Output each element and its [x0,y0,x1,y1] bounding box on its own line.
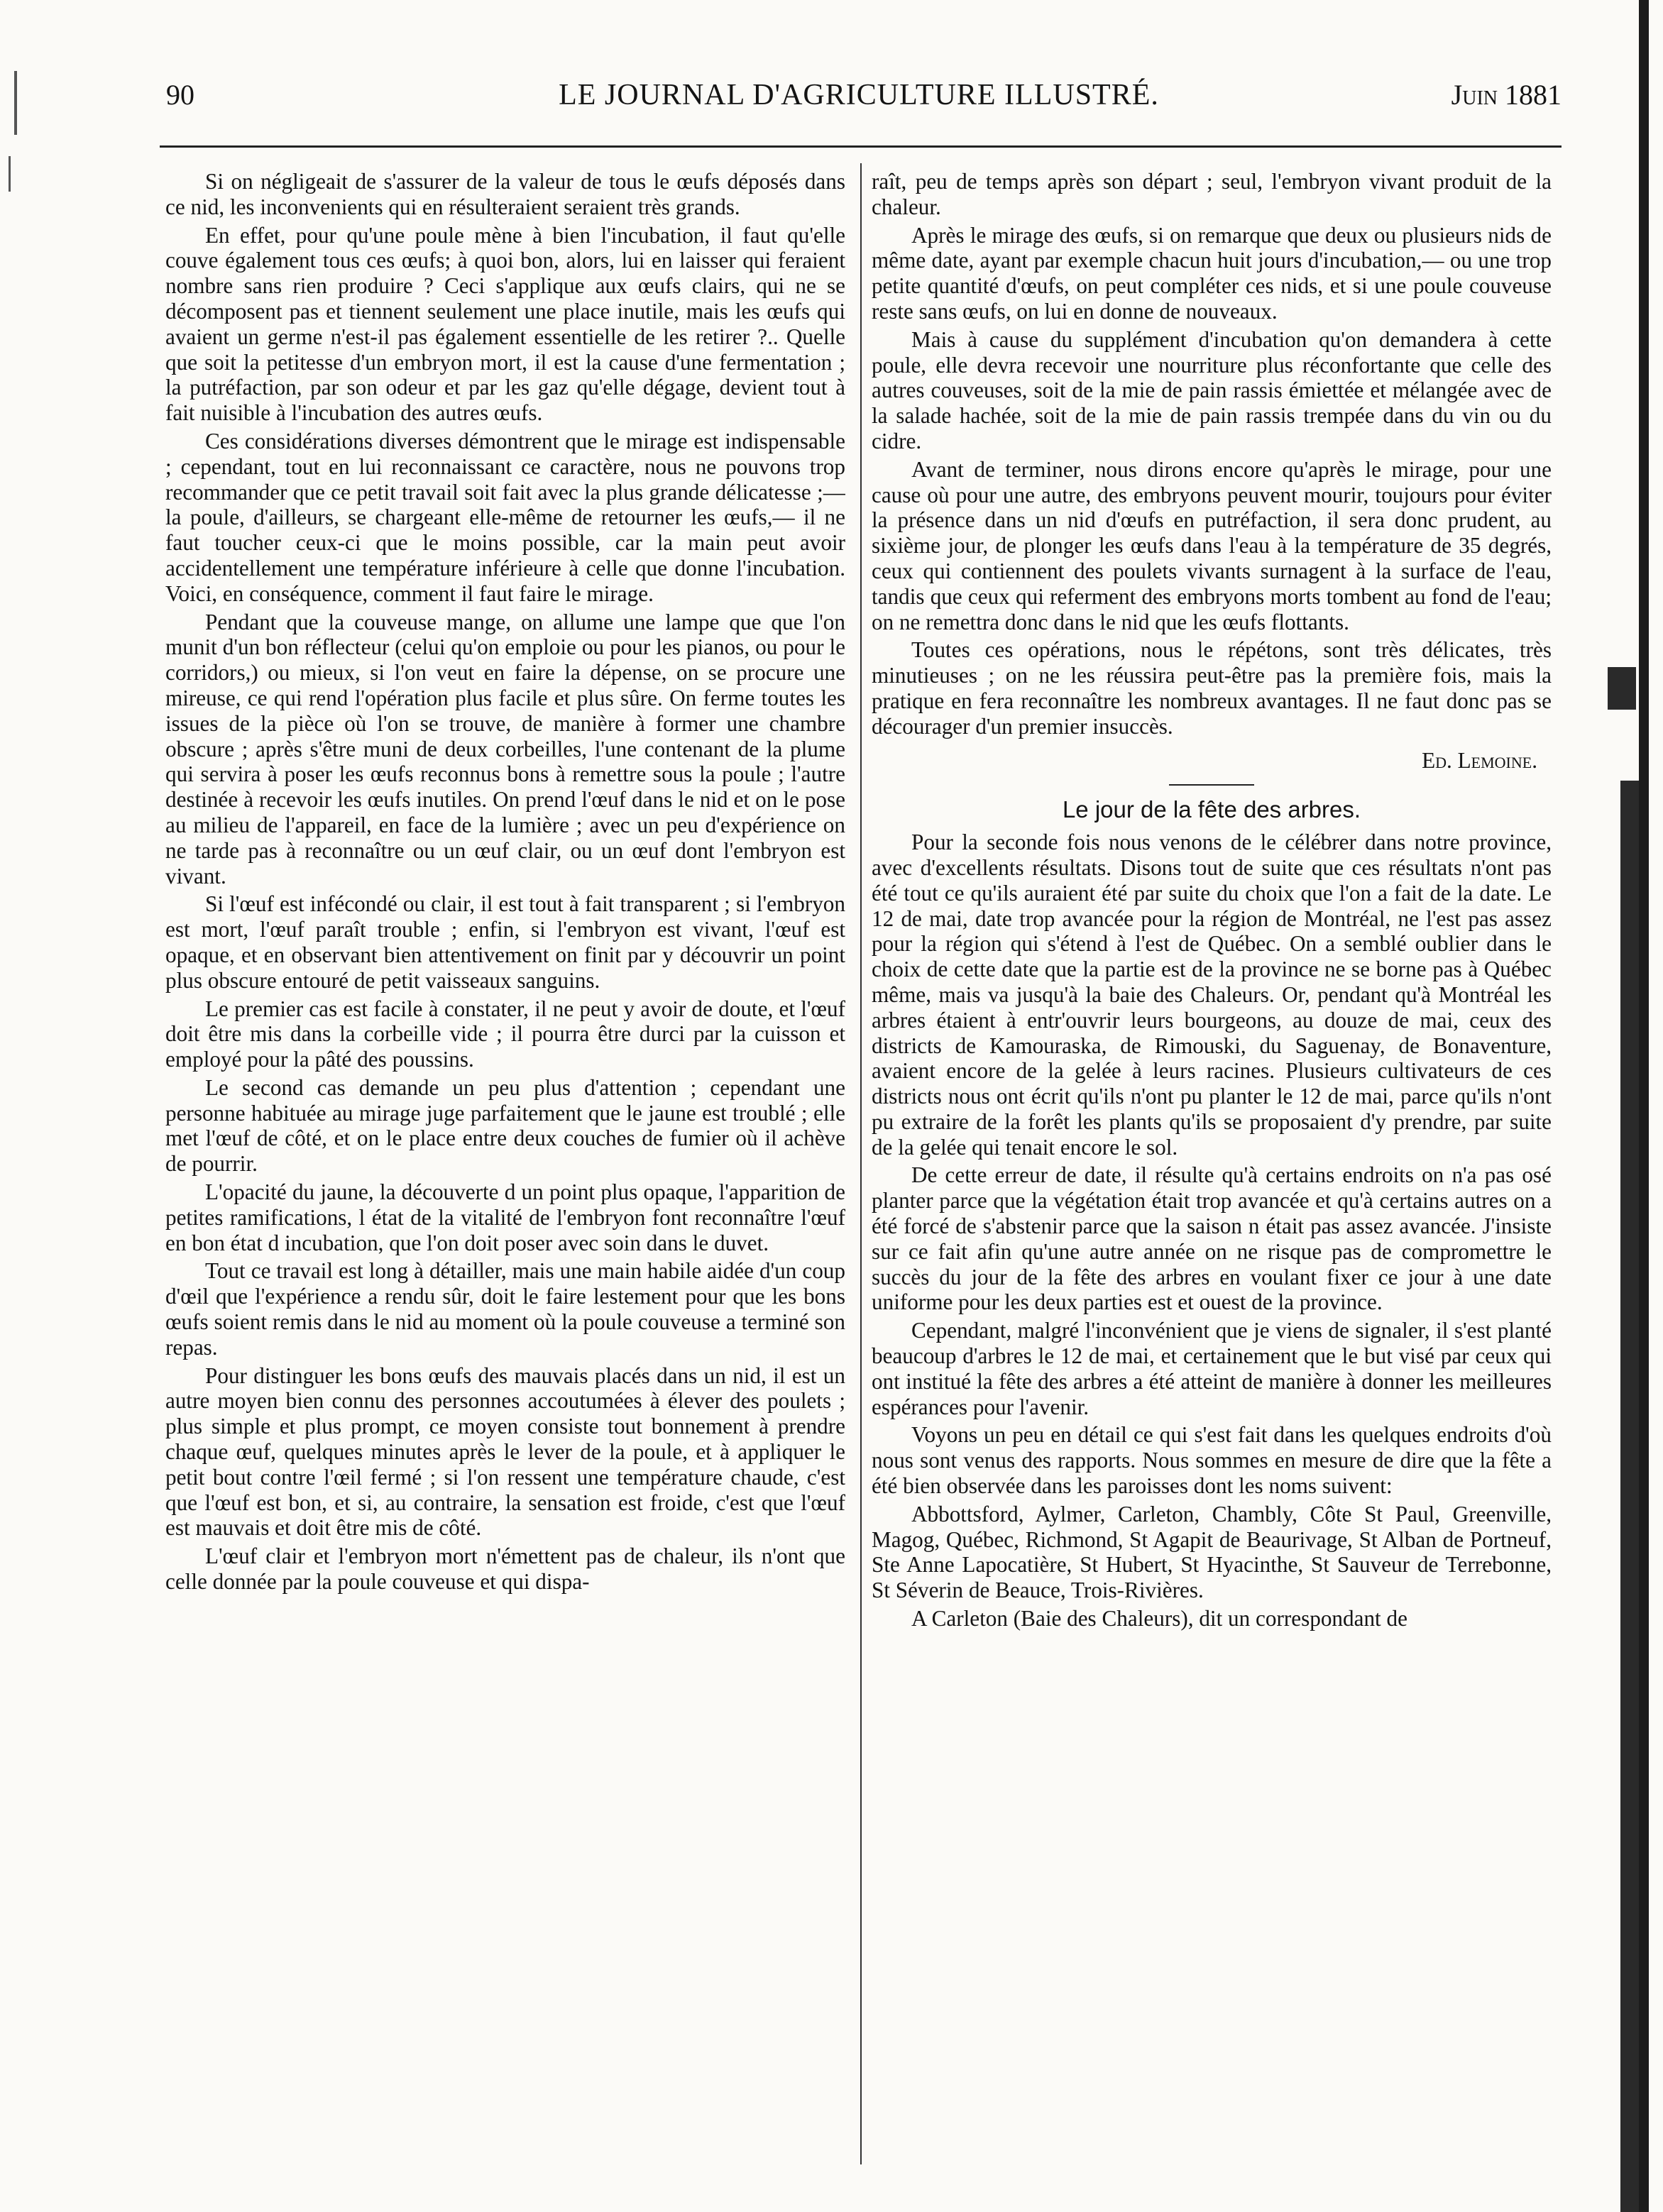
paragraph: Le premier cas est facile à constater, il ne peut y avoir de doute, et l'œuf doit être mis dans la corbeille vide ; il pourra être durci par la cuisson et employé pour la pâté des poussins. [165,996,845,1072]
paragraph: Pendant que la couveuse mange, on allume une lampe que que l'on munit d'un bon réflecteur (celui qu'on emploie ou pour les pianos, ou pour le corridors,) ou mieux, si l'on veut en faire la dépense, on se procure une mireuse, ce qui rend l'opération plus facile et plus sûre. On ferme toutes les issues de la pièce où l'on se trouve, de manière à former une chambre obscure ; après s'être muni de deux corbeilles, l'une contenant de la plume qui servira à poser les œufs reconnus bons à remettre sous la poule ; l'autre destinée à recevoir les œufs inutiles. On prend l'œuf dans le nid et on le pose au milieu de l'appareil, en face de la lumière ; avec un peu d'expérience on ne tarde pas à reconnaître ou un œuf clair, ou un œuf dont l'embryon est vivant. [165,609,845,888]
section-rule [1169,784,1254,786]
paragraph-continuation: raît, peu de temps après son départ ; seul, l'embryon vivant produit de la chaleur. [872,169,1552,219]
paragraph: Cependant, malgré l'inconvénient que je viens de signaler, il s'est planté beaucoup d'arbres le 12 de mai, et certainement que le but visé par ceux qui ont institué la fête des arbres a été atteint de manière à donner les meilleures espérances pour l'avenir. [872,1318,1552,1419]
paragraph: Tout ce travail est long à détailler, mais une main habile aidée d'un coup d'œil que l'expérience a rendu sûr, doit le faire lestement pour que les bons œufs soient remis dans le nid au moment où la poule couveuse a terminé son repas. [165,1258,845,1360]
paragraph: Après le mirage des œufs, si on remarque que deux ou plusieurs nids de même date, ayant par exemple chacun huit jours d'incubation,— ou une trop petite quantité d'œufs, on peut compléter ces nids, et si une poule couveuse reste sans œufs, on lui en donne de nouveaux. [872,222,1552,324]
scan-margin-mark [9,156,11,192]
paragraph: De cette erreur de date, il résulte qu'à certains endroits on n'a pas osé planter parce que la végétation était trop avancée et qu'à certains autres on a été forcé de s'abstenir parce que la saison n était pas assez avancée. J'insiste sur ce fait afin qu'une autre année on ne risque pas de compromettre le succès du jour de la fête des arbres en voulant fixer ce jour à une date uniforme pour les deux parties est et ouest de la province. [872,1162,1552,1315]
column-divider [860,163,862,2164]
scan-artifact [1608,667,1636,710]
header-rule [160,145,1562,148]
page-header [156,78,1562,114]
paragraph: Ces considérations diverses démontrent que le mirage est indispensable ; cependant, tout en lui reconnaissant ce caractère, nous ne pouvons trop recommander que ce petit travail soit fait avec la plus grande délicatesse ;— la poule, d'ailleurs, se chargeant elle-même de retourner les œufs,— il ne faut toucher ceux-ci que le moins possible, car la main peut avoir accidentellement une température inférieure à celle que donne l'incubation. Voici, en conséquence, comment il faut faire le mirage. [165,428,845,606]
scan-margin-mark [14,71,17,135]
left-column [165,169,845,2163]
paragraph: Pour la seconde fois nous venons de le célébrer dans notre province, avec d'excellents résultats. Disons tout de suite que ces résultats n'ont pas été tout ce qu'ils auraient été par suite du choix que l'on a fait de la date. Le 12 de mai, date trop avancée pour la région de Montréal, ne l'est pas assez pour la région qui s'étend à l'est de Québec. On a semblé oublier dans le choix de cette date que la partie est de la province ne se borne pas à Québec même, mais va jusqu'à la baie des Chaleurs. Or, pendant qu'à Montréal les arbres étaient à entr'ouvrir leurs bourgeons, au douze de mai, ceux des districts de Kamouraska, de Rimouski, du Saguenay, de Bonaventure, avaient encore de la gelée à leurs racines. Plusieurs cultivateurs de ces districts nous ont écrit qu'ils n'ont pu planter le 12 de mai, parce qu'ils n'ont pu extraire de la forêt les plants qu'ils se proposaient d'y prendre, par suite de la gelée qui tenait encore le sol. [872,830,1552,1160]
page-number: 90 [166,79,194,111]
paragraph: L'œuf clair et l'embryon mort n'émettent pas de chaleur, ils n'ont que celle donnée par la poule couveuse et qui dispa- [165,1544,845,1595]
binding-shadow [1639,0,1649,2212]
paragraph: Si l'œuf est infécondé ou clair, il est tout à fait transparent ; si l'embryon est mort, l'œuf paraît trouble ; enfin, si l'embryon est vivant, l'œuf est opaque, et en observant bien attentivement on finit par y découvrir un point plus obscure entouré de petit vaisseaux sanguins. [165,891,845,993]
paragraph: A Carleton (Baie des Chaleurs), dit un correspondant de [911,1606,1407,1632]
paragraph: Toutes ces opérations, nous le répétons, sont très délicates, très minutieuses ; on ne les réussira peut-être pas la première fois, mais la pratique en fera reconnaître les nombreux avantages. Il ne faut donc pas se décourager d'un premier insuccès. [872,637,1552,739]
paragraph: L'opacité du jaune, la découverte d un point plus opaque, l'apparition de petites ramifications, l état de la vitalité de l'embryon font reconnaître l'œuf en bon état d incubation, que l'on doit poser avec soin dans le duvet. [165,1179,845,1255]
paragraph: Si on négligeait de s'assurer de la valeur de tous le œufs déposés dans ce nid, les inconvenients qui en résulteraient seraient très grands. [165,169,845,219]
scan-artifact [1620,781,1639,2212]
paragraph: Mais à cause du supplément d'incubation qu'on demandera à cette poule, elle devra recevoir une nourriture plus réconfortante que celle des autres couveuses, soit de la mie de pain rassis émiettée et mélangée avec de la salade hachée, soit de la mie de pain rassis trempée dans du vin ou du cidre. [872,326,1552,453]
paragraph: En effet, pour qu'une poule mène à bien l'incubation, il faut qu'elle couve également tous ces œufs; à quoi bon, alors, lui en laisser qui feraient nombre sans rien produire ? Ceci s'applique aux œufs clairs, qui ne se décomposent pas et tiennent seulement une place inutile, mais les œufs qui avaient un germe n'est-il pas également essentielle de les retirer ?.. Quelle que soit la petitesse d'un embryon mort, il est la cause d'une fermentation ; la putréfaction, par son odeur et par les gaz qu'elle dégage, devient tout à fait nuisible à l'incubation des autres œufs. [165,222,845,426]
issue-date: Juin 1881 [1451,79,1562,111]
paragraph: Voyons un peu en détail ce qui s'est fait dans les quelques endroits d'où nous sont venus des rapports. Nous sommes en mesure de dire que la fête a été bien observée dans les paroisses dont les noms suivent: [872,1422,1552,1499]
right-column [872,169,1552,2163]
paragraph: Avant de terminer, nous dirons encore qu'après le mirage, pour une cause où pour une autre, des embryons peuvent mourir, toujours pour éviter la présence dans un nid d'œufs en putréfaction, il sera donc prudent, au sixième jour, de plonger les œufs dans l'eau à la température de 35 degrés, ceux qui contiennent des poulets vivants surnagent à la surface de l'eau, tandis que ceux qui referment des embryons morts tombent au fond de l'eau; on ne remettra donc dans le nid que les œufs flottants. [872,456,1552,634]
scanned-page-edge [1599,0,1663,2212]
author-signature: Ed. Lemoine. [1422,747,1537,773]
paragraph: Le second cas demande un peu plus d'attention ; cependant une personne habituée au mirage juge parfaitement que le jaune est troublé ; elle met l'œuf de côté, et on le place entre deux couches de fumier où il achève de pourrir. [165,1074,845,1177]
paragraph: Abbottsford, Aylmer, Carleton, Chambly, Côte St Paul, Greenville, Magog, Québec, Richmond, St Agapit de Beaurivage, St Alban de Portneuf, Ste Anne Lapocatière, St Hubert, St Hyacinthe, St Sauveur de Terrebonne, St Séverin de Beauce, Trois-Rivières. [872,1501,1552,1603]
paragraph: Pour distinguer les bons œufs des mauvais placés dans un nid, il est un autre moyen bien connu des personnes accoutumées à élever des poulets ; plus simple et plus prompt, ce moyen consiste tout bonnement à prendre chaque œuf, quelques minutes après le lever de la poule, et à appliquer le petit bout contre l'œil fermé ; si l'on ressent une température chaude, c'est que l'œuf est bon, et si, au contraire, la sensation est froide, c'est que l'œuf est mauvais et doit être mis de côté. [165,1363,845,1541]
section-title: Le jour de la fête des arbres. [1062,796,1361,823]
journal-title: LE JOURNAL D'AGRICULTURE ILLUSTRÉ. [559,79,1159,111]
